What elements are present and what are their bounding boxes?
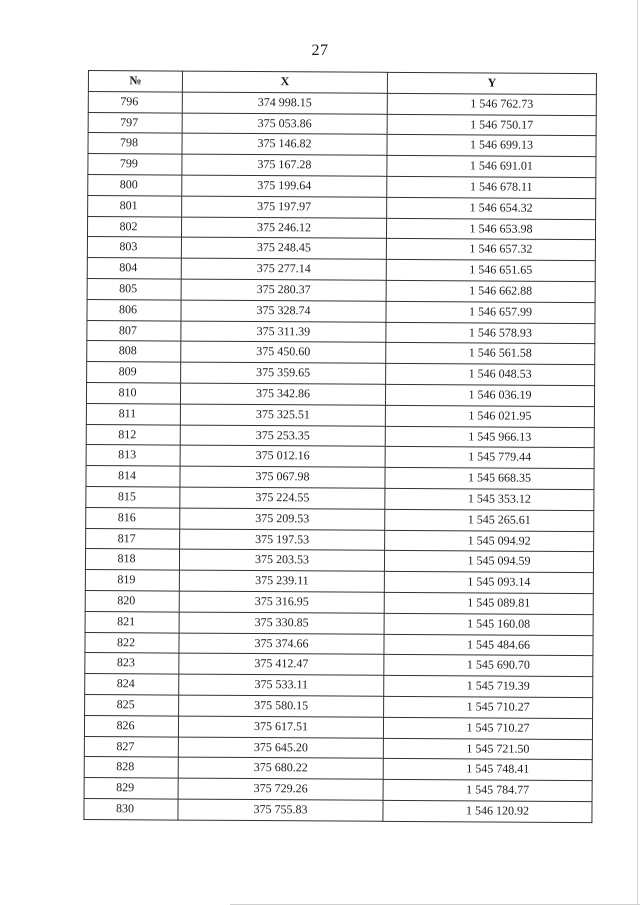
x-coordinate: 375 330.85 (179, 612, 384, 634)
x-coordinate: 375 755.83 (178, 799, 383, 821)
y-coordinate: 1 546 120.92 (383, 800, 592, 822)
y-coordinate: 1 545 779.44 (385, 447, 594, 469)
header-number: № (88, 71, 182, 92)
y-coordinate: 1 545 784.77 (383, 779, 592, 801)
point-number: 803 (87, 237, 181, 258)
point-number: 810 (86, 382, 180, 403)
point-number: 813 (86, 445, 180, 466)
y-coordinate: 1 546 654.32 (387, 197, 596, 219)
x-coordinate: 375 239.11 (179, 570, 384, 592)
x-coordinate: 375 224.55 (180, 487, 385, 509)
point-number: 828 (84, 757, 178, 778)
y-coordinate: 1 545 690.70 (384, 655, 593, 677)
y-coordinate: 1 545 094.59 (384, 551, 593, 573)
scan-edge-line (637, 0, 638, 905)
point-number: 807 (87, 320, 181, 341)
x-coordinate: 375 617.51 (178, 716, 383, 738)
x-coordinate: 375 248.45 (181, 237, 386, 259)
point-number: 802 (87, 216, 181, 237)
point-number: 815 (86, 486, 180, 507)
x-coordinate: 375 246.12 (181, 217, 386, 239)
x-coordinate: 375 253.35 (180, 425, 385, 447)
table-body (84, 91, 596, 822)
coordinates-table (83, 70, 597, 823)
point-number: 825 (85, 694, 179, 715)
y-coordinate: 1 546 762.73 (387, 93, 596, 115)
y-coordinate: 1 545 089.81 (384, 592, 593, 614)
x-coordinate: 375 533.11 (179, 674, 384, 696)
point-number: 804 (87, 258, 181, 279)
x-coordinate: 375 067.98 (180, 466, 385, 488)
y-coordinate: 1 545 668.35 (385, 467, 594, 489)
y-coordinate: 1 546 678.11 (387, 176, 596, 198)
point-number: 823 (85, 653, 179, 674)
x-coordinate: 375 316.95 (179, 591, 384, 613)
x-coordinate: 375 209.53 (180, 508, 385, 530)
y-coordinate: 1 546 021.95 (385, 405, 594, 427)
point-number: 820 (85, 590, 179, 611)
x-coordinate: 375 146.82 (182, 133, 387, 155)
point-number: 796 (88, 91, 182, 112)
x-coordinate: 375 374.66 (179, 633, 384, 655)
y-coordinate: 1 545 093.14 (384, 571, 593, 593)
header-y: Y (387, 72, 596, 94)
y-coordinate: 1 545 484.66 (384, 634, 593, 656)
point-number: 819 (85, 570, 179, 591)
y-coordinate: 1 546 657.32 (386, 239, 595, 261)
point-number: 811 (86, 403, 180, 424)
point-number: 826 (84, 715, 178, 736)
y-coordinate: 1 545 710.27 (384, 696, 593, 718)
point-number: 824 (85, 674, 179, 695)
y-coordinate: 1 546 036.19 (385, 384, 594, 406)
point-number: 818 (85, 549, 179, 570)
x-coordinate: 375 359.65 (181, 362, 386, 384)
header-x: X (182, 71, 387, 93)
x-coordinate: 375 680.22 (178, 757, 383, 779)
y-coordinate: 1 546 048.53 (386, 363, 595, 385)
x-coordinate: 375 450.60 (181, 341, 386, 363)
point-number: 798 (88, 133, 182, 154)
y-coordinate: 1 546 651.65 (386, 259, 595, 281)
x-coordinate: 375 167.28 (182, 154, 387, 176)
x-coordinate: 375 280.37 (181, 279, 386, 301)
x-coordinate: 375 012.16 (180, 445, 385, 467)
point-number: 816 (86, 507, 180, 528)
x-coordinate: 375 197.53 (180, 529, 385, 551)
point-number: 812 (86, 424, 180, 445)
x-coordinate: 375 277.14 (181, 258, 386, 280)
x-coordinate: 375 197.97 (182, 196, 387, 218)
table-row (84, 798, 592, 822)
point-number: 805 (87, 278, 181, 299)
x-coordinate: 375 412.47 (179, 653, 384, 675)
x-coordinate: 375 311.39 (181, 321, 386, 343)
y-coordinate: 1 546 657.99 (386, 301, 595, 323)
point-number: 829 (84, 778, 178, 799)
y-coordinate: 1 546 578.93 (386, 322, 595, 344)
y-coordinate: 1 545 353.12 (385, 488, 594, 510)
y-coordinate: 1 545 094.92 (385, 530, 594, 552)
point-number: 797 (88, 112, 182, 133)
y-coordinate: 1 545 265.61 (385, 509, 594, 531)
y-coordinate: 1 545 719.39 (384, 675, 593, 697)
y-coordinate: 1 545 710.27 (383, 717, 592, 739)
y-coordinate: 1 546 699.13 (387, 135, 596, 157)
x-coordinate: 374 998.15 (182, 92, 387, 114)
y-coordinate: 1 546 691.01 (387, 156, 596, 178)
y-coordinate: 1 545 721.50 (383, 738, 592, 760)
x-coordinate: 375 729.26 (178, 778, 383, 800)
x-coordinate: 375 645.20 (178, 737, 383, 759)
point-number: 808 (87, 341, 181, 362)
x-coordinate: 375 325.51 (180, 404, 385, 426)
y-coordinate: 1 546 561.58 (386, 343, 595, 365)
point-number: 827 (84, 736, 178, 757)
y-coordinate: 1 546 653.98 (386, 218, 595, 240)
point-number: 809 (87, 362, 181, 383)
point-number: 830 (84, 798, 178, 819)
x-coordinate: 375 580.15 (179, 695, 384, 717)
point-number: 806 (87, 299, 181, 320)
y-coordinate: 1 546 662.88 (386, 280, 595, 302)
point-number: 821 (85, 611, 179, 632)
x-coordinate: 375 203.53 (179, 549, 384, 571)
y-coordinate: 1 545 160.08 (384, 613, 593, 635)
x-coordinate: 375 199.64 (182, 175, 387, 197)
point-number: 817 (86, 528, 180, 549)
point-number: 801 (88, 195, 182, 216)
y-coordinate: 1 545 966.13 (385, 426, 594, 448)
point-number: 814 (86, 466, 180, 487)
page-number: 27 (311, 42, 329, 59)
y-coordinate: 1 545 748.41 (383, 759, 592, 781)
x-coordinate: 375 328.74 (181, 300, 386, 322)
y-coordinate: 1 546 750.17 (387, 114, 596, 136)
x-coordinate: 375 053.86 (182, 113, 387, 135)
point-number: 800 (88, 174, 182, 195)
point-number: 799 (88, 154, 182, 175)
point-number: 822 (85, 632, 179, 653)
x-coordinate: 375 342.86 (180, 383, 385, 405)
